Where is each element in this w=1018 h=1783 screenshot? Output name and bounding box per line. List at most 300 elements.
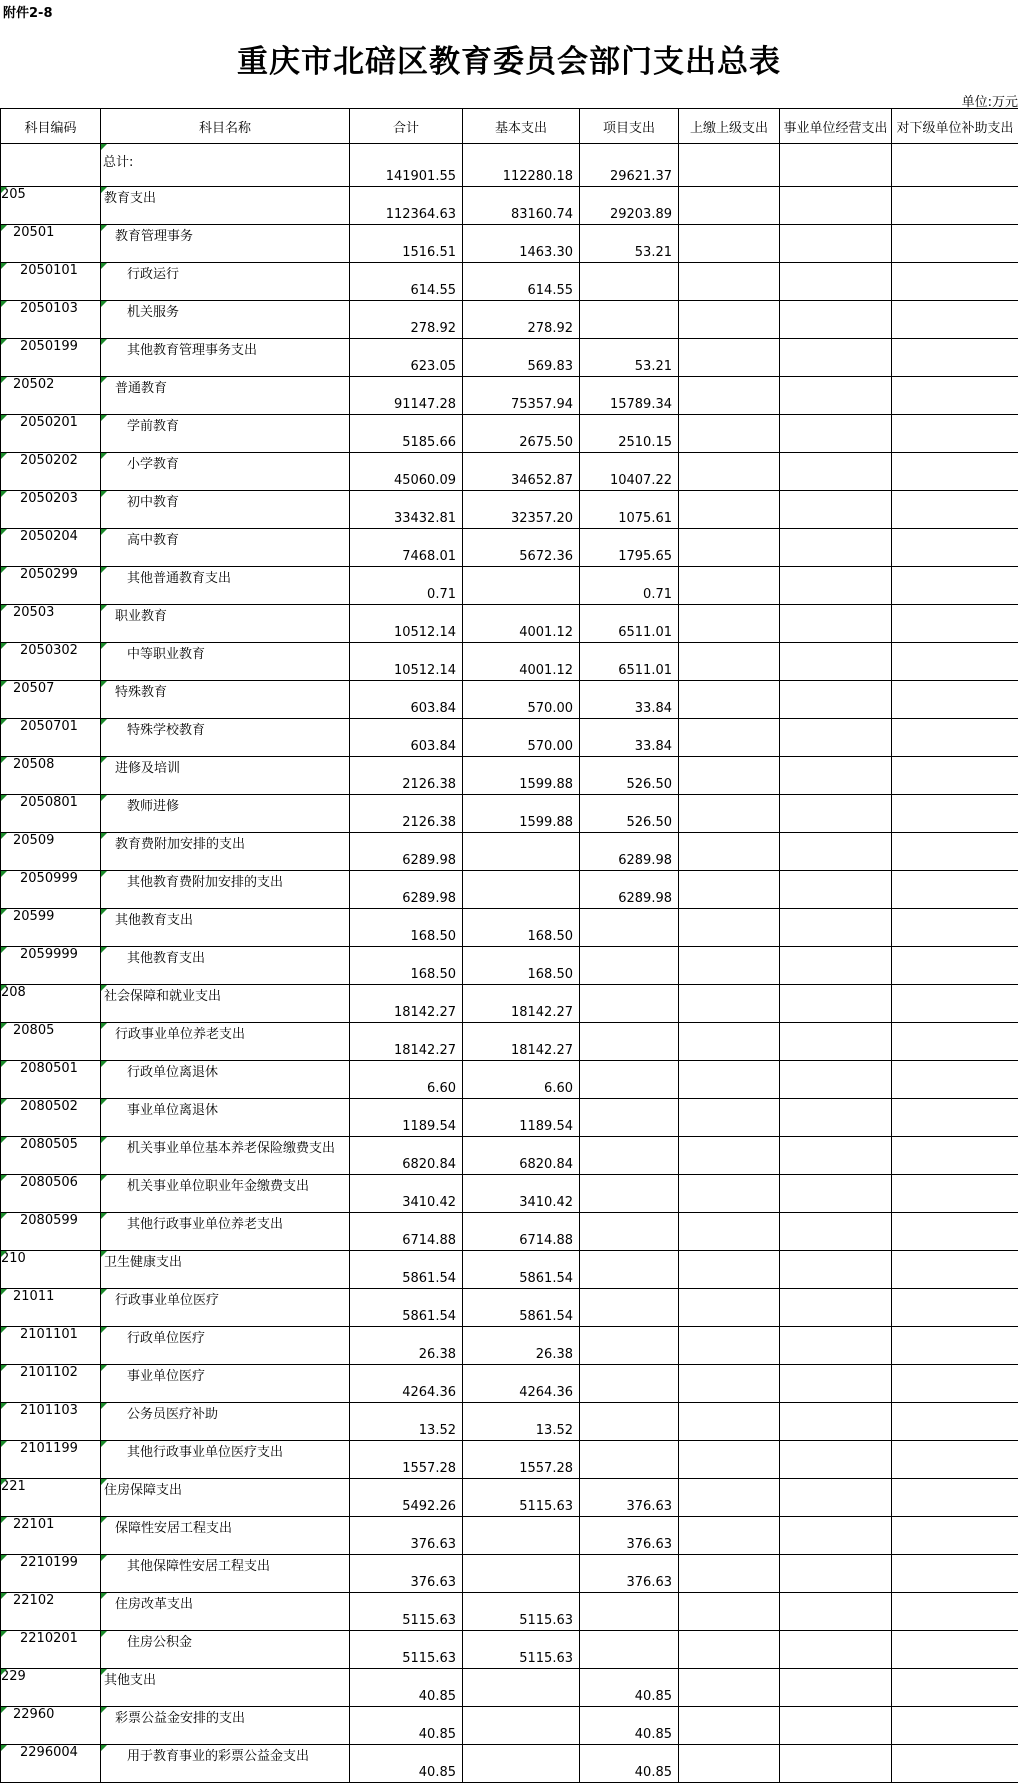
cell-subject-name: 行政事业单位养老支出	[101, 1023, 350, 1061]
cell-subsidy-to-subordinate	[892, 529, 1018, 567]
cell-subject-name: 教师进修	[101, 795, 350, 833]
table-row	[1, 1289, 1018, 1327]
header-total: 合计	[350, 109, 463, 144]
cell-subject-code: 2050302	[1, 643, 101, 681]
cell-subsidy-to-subordinate	[892, 263, 1018, 301]
cell-project-expenditure: 15789.34	[580, 377, 679, 415]
cell-remit-to-superior	[679, 225, 780, 263]
cell-total: 5861.54	[350, 1289, 463, 1327]
attachment-label: 附件2-8	[3, 2, 53, 21]
cell-remit-to-superior	[679, 1213, 780, 1251]
cell-total: 10512.14	[350, 643, 463, 681]
cell-business-operation	[780, 263, 892, 301]
cell-subject-name: 教育费附加安排的支出	[101, 833, 350, 871]
cell-project-expenditure: 6289.98	[580, 833, 679, 871]
cell-subject-code: 2050801	[1, 795, 101, 833]
cell-total: 1516.51	[350, 225, 463, 263]
cell-subject-code: 2050204	[1, 529, 101, 567]
cell-subject-name: 行政单位离退休	[101, 1061, 350, 1099]
cell-project-expenditure	[580, 909, 679, 947]
cell-subject-name: 事业单位医疗	[101, 1365, 350, 1403]
cell-project-expenditure	[580, 1289, 679, 1327]
cell-subject-code: 2050701	[1, 719, 101, 757]
cell-subject-code: 20507	[1, 681, 101, 719]
cell-total: 6714.88	[350, 1213, 463, 1251]
cell-project-expenditure: 2510.15	[580, 415, 679, 453]
cell-subject-name: 其他保障性安居工程支出	[101, 1555, 350, 1593]
cell-remit-to-superior	[679, 947, 780, 985]
cell-subsidy-to-subordinate	[892, 491, 1018, 529]
cell-total: 26.38	[350, 1327, 463, 1365]
cell-subsidy-to-subordinate	[892, 1669, 1018, 1707]
cell-remit-to-superior	[679, 1403, 780, 1441]
cell-subsidy-to-subordinate	[892, 985, 1018, 1023]
cell-subject-name: 卫生健康支出	[101, 1251, 350, 1289]
header-subject-code: 科目编码	[1, 109, 101, 144]
cell-project-expenditure: 6511.01	[580, 643, 679, 681]
cell-subsidy-to-subordinate	[892, 1441, 1018, 1479]
cell-remit-to-superior	[679, 453, 780, 491]
cell-subsidy-to-subordinate	[892, 1137, 1018, 1175]
cell-basic-expenditure	[463, 567, 580, 605]
table-row	[1, 605, 1018, 643]
cell-subject-code: 221	[1, 1479, 101, 1517]
cell-basic-expenditure: 5672.36	[463, 529, 580, 567]
cell-subject-name: 特殊学校教育	[101, 719, 350, 757]
cell-subject-name: 保障性安居工程支出	[101, 1517, 350, 1555]
cell-basic-expenditure: 4001.12	[463, 643, 580, 681]
cell-subject-code: 2101199	[1, 1441, 101, 1479]
cell-subject-name: 其他教育管理事务支出	[101, 339, 350, 377]
cell-basic-expenditure: 3410.42	[463, 1175, 580, 1213]
cell-subject-name: 住房公积金	[101, 1631, 350, 1669]
cell-business-operation	[780, 1517, 892, 1555]
cell-total: 7468.01	[350, 529, 463, 567]
cell-project-expenditure: 1795.65	[580, 529, 679, 567]
cell-project-expenditure	[580, 301, 679, 339]
header-business-operation: 事业单位经营支出	[780, 109, 892, 144]
cell-basic-expenditure: 18142.27	[463, 1023, 580, 1061]
table-row	[1, 415, 1018, 453]
cell-business-operation	[780, 1593, 892, 1631]
cell-business-operation	[780, 377, 892, 415]
table-row	[1, 1707, 1018, 1745]
cell-remit-to-superior	[679, 301, 780, 339]
cell-total: 40.85	[350, 1669, 463, 1707]
cell-basic-expenditure: 569.83	[463, 339, 580, 377]
cell-subject-code	[1, 144, 101, 187]
header-remit-to-superior: 上缴上级支出	[679, 109, 780, 144]
cell-total: 278.92	[350, 301, 463, 339]
cell-remit-to-superior	[679, 1441, 780, 1479]
table-row	[1, 1175, 1018, 1213]
cell-subject-name: 行政单位医疗	[101, 1327, 350, 1365]
table-row	[1, 985, 1018, 1023]
cell-basic-expenditure: 168.50	[463, 909, 580, 947]
cell-total: 5185.66	[350, 415, 463, 453]
cell-total: 0.71	[350, 567, 463, 605]
cell-subject-name: 其他支出	[101, 1669, 350, 1707]
cell-subject-code: 2050202	[1, 453, 101, 491]
cell-project-expenditure: 526.50	[580, 795, 679, 833]
cell-remit-to-superior	[679, 1669, 780, 1707]
cell-subject-code: 22960	[1, 1707, 101, 1745]
cell-subsidy-to-subordinate	[892, 1061, 1018, 1099]
cell-total: 623.05	[350, 339, 463, 377]
cell-subject-code: 2101102	[1, 1365, 101, 1403]
cell-subject-code: 2050999	[1, 871, 101, 909]
cell-total: 18142.27	[350, 985, 463, 1023]
cell-basic-expenditure: 570.00	[463, 719, 580, 757]
cell-business-operation	[780, 643, 892, 681]
cell-subject-code: 20599	[1, 909, 101, 947]
cell-project-expenditure	[580, 1137, 679, 1175]
cell-basic-expenditure	[463, 1669, 580, 1707]
cell-business-operation	[780, 453, 892, 491]
cell-remit-to-superior	[679, 529, 780, 567]
cell-project-expenditure: 53.21	[580, 339, 679, 377]
cell-subsidy-to-subordinate	[892, 144, 1018, 187]
cell-business-operation	[780, 681, 892, 719]
table-row	[1, 144, 1018, 187]
cell-remit-to-superior	[679, 1517, 780, 1555]
table-row	[1, 757, 1018, 795]
cell-total: 376.63	[350, 1517, 463, 1555]
cell-subject-name: 住房改革支出	[101, 1593, 350, 1631]
cell-project-expenditure: 0.71	[580, 567, 679, 605]
cell-subject-code: 2050103	[1, 301, 101, 339]
cell-total: 6.60	[350, 1061, 463, 1099]
cell-business-operation	[780, 1631, 892, 1669]
cell-business-operation	[780, 1669, 892, 1707]
cell-subsidy-to-subordinate	[892, 1631, 1018, 1669]
cell-business-operation	[780, 985, 892, 1023]
cell-subject-name: 其他教育费附加安排的支出	[101, 871, 350, 909]
cell-business-operation	[780, 1213, 892, 1251]
cell-remit-to-superior	[679, 1137, 780, 1175]
cell-basic-expenditure: 13.52	[463, 1403, 580, 1441]
cell-subject-name: 机关事业单位职业年金缴费支出	[101, 1175, 350, 1213]
cell-basic-expenditure: 112280.18	[463, 144, 580, 187]
table-row	[1, 1251, 1018, 1289]
cell-remit-to-superior	[679, 1251, 780, 1289]
cell-subject-code: 229	[1, 1669, 101, 1707]
table-row	[1, 1555, 1018, 1593]
cell-basic-expenditure	[463, 871, 580, 909]
cell-subsidy-to-subordinate	[892, 1213, 1018, 1251]
cell-total: 13.52	[350, 1403, 463, 1441]
cell-subject-name: 特殊教育	[101, 681, 350, 719]
cell-subject-name: 机关事业单位基本养老保险缴费支出	[101, 1137, 350, 1175]
table-row	[1, 1441, 1018, 1479]
cell-business-operation	[780, 1175, 892, 1213]
cell-remit-to-superior	[679, 1707, 780, 1745]
cell-basic-expenditure	[463, 1707, 580, 1745]
cell-basic-expenditure: 2675.50	[463, 415, 580, 453]
cell-subject-name: 其他普通教育支出	[101, 567, 350, 605]
cell-project-expenditure: 376.63	[580, 1479, 679, 1517]
cell-project-expenditure: 376.63	[580, 1555, 679, 1593]
cell-subject-code: 20501	[1, 225, 101, 263]
cell-subject-name: 其他教育支出	[101, 909, 350, 947]
table-row	[1, 339, 1018, 377]
cell-subsidy-to-subordinate	[892, 415, 1018, 453]
table-row	[1, 377, 1018, 415]
cell-business-operation	[780, 1023, 892, 1061]
cell-subject-code: 21011	[1, 1289, 101, 1327]
table-row	[1, 1669, 1018, 1707]
cell-project-expenditure: 1075.61	[580, 491, 679, 529]
cell-project-expenditure	[580, 1631, 679, 1669]
cell-basic-expenditure: 83160.74	[463, 187, 580, 225]
cell-subsidy-to-subordinate	[892, 1289, 1018, 1327]
cell-basic-expenditure	[463, 1517, 580, 1555]
cell-business-operation	[780, 187, 892, 225]
cell-subsidy-to-subordinate	[892, 1403, 1018, 1441]
cell-subject-code: 2050203	[1, 491, 101, 529]
table-row	[1, 1479, 1018, 1517]
cell-remit-to-superior	[679, 1175, 780, 1213]
cell-subsidy-to-subordinate	[892, 187, 1018, 225]
cell-subject-code: 210	[1, 1251, 101, 1289]
header-subsidy-to-subordinate: 对下级单位补助支出	[892, 109, 1018, 144]
cell-total: 6289.98	[350, 833, 463, 871]
cell-remit-to-superior	[679, 1327, 780, 1365]
cell-project-expenditure	[580, 1365, 679, 1403]
cell-business-operation	[780, 757, 892, 795]
cell-business-operation	[780, 1555, 892, 1593]
cell-subject-name: 彩票公益金安排的支出	[101, 1707, 350, 1745]
table-row	[1, 263, 1018, 301]
table-row	[1, 871, 1018, 909]
cell-project-expenditure	[580, 1441, 679, 1479]
table-row	[1, 187, 1018, 225]
cell-subsidy-to-subordinate	[892, 301, 1018, 339]
cell-business-operation	[780, 833, 892, 871]
cell-total: 1557.28	[350, 1441, 463, 1479]
unit-label: 单位:万元	[938, 91, 1018, 110]
cell-business-operation	[780, 605, 892, 643]
cell-business-operation	[780, 1099, 892, 1137]
cell-basic-expenditure	[463, 833, 580, 871]
cell-business-operation	[780, 947, 892, 985]
cell-business-operation	[780, 1137, 892, 1175]
cell-remit-to-superior	[679, 605, 780, 643]
table-row	[1, 795, 1018, 833]
cell-business-operation	[780, 1327, 892, 1365]
cell-subsidy-to-subordinate	[892, 1555, 1018, 1593]
table-row	[1, 1213, 1018, 1251]
cell-remit-to-superior	[679, 871, 780, 909]
cell-total: 1189.54	[350, 1099, 463, 1137]
cell-total: 168.50	[350, 909, 463, 947]
cell-basic-expenditure	[463, 1555, 580, 1593]
header-subject-name: 科目名称	[101, 109, 350, 144]
cell-project-expenditure	[580, 1099, 679, 1137]
cell-business-operation	[780, 871, 892, 909]
cell-basic-expenditure: 4001.12	[463, 605, 580, 643]
cell-project-expenditure: 376.63	[580, 1517, 679, 1555]
cell-subsidy-to-subordinate	[892, 1593, 1018, 1631]
header-project-expenditure: 项目支出	[580, 109, 679, 144]
cell-basic-expenditure: 4264.36	[463, 1365, 580, 1403]
cell-subsidy-to-subordinate	[892, 757, 1018, 795]
cell-remit-to-superior	[679, 415, 780, 453]
cell-basic-expenditure: 18142.27	[463, 985, 580, 1023]
cell-basic-expenditure: 1463.30	[463, 225, 580, 263]
cell-basic-expenditure: 570.00	[463, 681, 580, 719]
cell-basic-expenditure: 6714.88	[463, 1213, 580, 1251]
cell-remit-to-superior	[679, 1631, 780, 1669]
cell-subject-code: 205	[1, 187, 101, 225]
cell-remit-to-superior	[679, 833, 780, 871]
cell-subsidy-to-subordinate	[892, 909, 1018, 947]
cell-total: 40.85	[350, 1745, 463, 1783]
cell-total: 5115.63	[350, 1593, 463, 1631]
cell-subject-code: 2050101	[1, 263, 101, 301]
cell-subsidy-to-subordinate	[892, 1479, 1018, 1517]
cell-project-expenditure: 53.21	[580, 225, 679, 263]
cell-remit-to-superior	[679, 491, 780, 529]
cell-subject-code: 2080506	[1, 1175, 101, 1213]
cell-remit-to-superior	[679, 719, 780, 757]
cell-business-operation	[780, 567, 892, 605]
cell-subject-name: 其他教育支出	[101, 947, 350, 985]
cell-project-expenditure	[580, 263, 679, 301]
cell-subject-name: 普通教育	[101, 377, 350, 415]
cell-remit-to-superior	[679, 1745, 780, 1783]
cell-total: 10512.14	[350, 605, 463, 643]
cell-basic-expenditure: 26.38	[463, 1327, 580, 1365]
cell-subject-code: 2210201	[1, 1631, 101, 1669]
cell-remit-to-superior	[679, 643, 780, 681]
expenditure-table	[0, 108, 1018, 1783]
cell-project-expenditure: 33.84	[580, 719, 679, 757]
cell-total: 376.63	[350, 1555, 463, 1593]
cell-remit-to-superior	[679, 757, 780, 795]
cell-basic-expenditure: 6.60	[463, 1061, 580, 1099]
cell-basic-expenditure: 5115.63	[463, 1631, 580, 1669]
cell-total: 112364.63	[350, 187, 463, 225]
cell-total: 6820.84	[350, 1137, 463, 1175]
cell-basic-expenditure: 278.92	[463, 301, 580, 339]
cell-business-operation	[780, 491, 892, 529]
cell-project-expenditure	[580, 947, 679, 985]
cell-business-operation	[780, 415, 892, 453]
table-row	[1, 719, 1018, 757]
cell-subject-code: 2080501	[1, 1061, 101, 1099]
cell-subject-code: 2059999	[1, 947, 101, 985]
cell-subject-name: 总计:	[101, 144, 350, 187]
cell-subsidy-to-subordinate	[892, 1099, 1018, 1137]
cell-business-operation	[780, 225, 892, 263]
cell-remit-to-superior	[679, 985, 780, 1023]
cell-project-expenditure	[580, 1403, 679, 1441]
table-row	[1, 681, 1018, 719]
cell-basic-expenditure: 5861.54	[463, 1289, 580, 1327]
cell-subject-code: 2080505	[1, 1137, 101, 1175]
cell-total: 614.55	[350, 263, 463, 301]
cell-business-operation	[780, 1441, 892, 1479]
cell-total: 40.85	[350, 1707, 463, 1745]
cell-business-operation	[780, 1707, 892, 1745]
cell-subsidy-to-subordinate	[892, 1023, 1018, 1061]
cell-remit-to-superior	[679, 187, 780, 225]
cell-subsidy-to-subordinate	[892, 605, 1018, 643]
cell-subject-name: 行政事业单位医疗	[101, 1289, 350, 1327]
cell-subsidy-to-subordinate	[892, 453, 1018, 491]
cell-project-expenditure	[580, 1213, 679, 1251]
cell-total: 33432.81	[350, 491, 463, 529]
cell-subject-code: 20503	[1, 605, 101, 643]
cell-subject-code: 20502	[1, 377, 101, 415]
table-row	[1, 453, 1018, 491]
cell-subsidy-to-subordinate	[892, 1517, 1018, 1555]
cell-business-operation	[780, 301, 892, 339]
cell-remit-to-superior	[679, 1289, 780, 1327]
cell-total: 5861.54	[350, 1251, 463, 1289]
cell-subsidy-to-subordinate	[892, 225, 1018, 263]
cell-project-expenditure: 29203.89	[580, 187, 679, 225]
cell-subsidy-to-subordinate	[892, 567, 1018, 605]
cell-business-operation	[780, 909, 892, 947]
cell-remit-to-superior	[679, 377, 780, 415]
table-row	[1, 947, 1018, 985]
cell-business-operation	[780, 1061, 892, 1099]
cell-subject-name: 教育管理事务	[101, 225, 350, 263]
cell-total: 5115.63	[350, 1631, 463, 1669]
cell-subsidy-to-subordinate	[892, 1707, 1018, 1745]
cell-total: 4264.36	[350, 1365, 463, 1403]
cell-subject-code: 2080502	[1, 1099, 101, 1137]
cell-total: 2126.38	[350, 795, 463, 833]
table-header-row	[1, 109, 1018, 144]
cell-project-expenditure	[580, 1593, 679, 1631]
cell-subject-code: 22101	[1, 1517, 101, 1555]
cell-subject-name: 初中教育	[101, 491, 350, 529]
cell-total: 18142.27	[350, 1023, 463, 1061]
cell-subsidy-to-subordinate	[892, 1175, 1018, 1213]
table-row	[1, 529, 1018, 567]
cell-remit-to-superior	[679, 1593, 780, 1631]
cell-remit-to-superior	[679, 681, 780, 719]
cell-subject-code: 20508	[1, 757, 101, 795]
table-row	[1, 1023, 1018, 1061]
cell-total: 5492.26	[350, 1479, 463, 1517]
cell-remit-to-superior	[679, 1479, 780, 1517]
cell-business-operation	[780, 529, 892, 567]
cell-business-operation	[780, 144, 892, 187]
cell-project-expenditure: 526.50	[580, 757, 679, 795]
cell-business-operation	[780, 339, 892, 377]
cell-basic-expenditure: 1599.88	[463, 757, 580, 795]
cell-total: 91147.28	[350, 377, 463, 415]
cell-project-expenditure: 33.84	[580, 681, 679, 719]
cell-business-operation	[780, 1365, 892, 1403]
cell-subject-code: 2101101	[1, 1327, 101, 1365]
cell-subject-name: 用于教育事业的彩票公益金支出	[101, 1745, 350, 1783]
cell-project-expenditure	[580, 1023, 679, 1061]
cell-basic-expenditure: 1599.88	[463, 795, 580, 833]
cell-remit-to-superior	[679, 909, 780, 947]
cell-total: 2126.38	[350, 757, 463, 795]
cell-subject-name: 机关服务	[101, 301, 350, 339]
cell-subject-name: 高中教育	[101, 529, 350, 567]
cell-subsidy-to-subordinate	[892, 377, 1018, 415]
cell-project-expenditure	[580, 1175, 679, 1213]
cell-total: 603.84	[350, 719, 463, 757]
cell-basic-expenditure: 1557.28	[463, 1441, 580, 1479]
